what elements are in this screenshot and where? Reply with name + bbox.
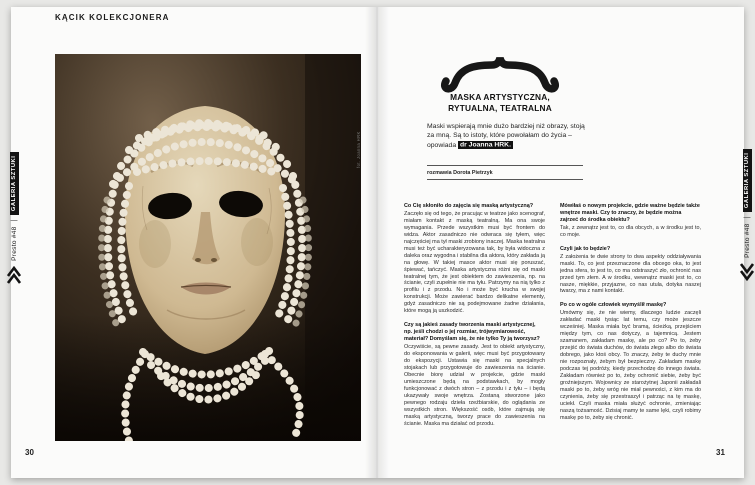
sidebar-divider: | [10, 219, 18, 222]
qa-question: Po co w ogóle człowiek wymyślił maskę? [560, 302, 667, 309]
qa-answer: Umówmy się, że nie wiemy, dlaczego ludzie zaczęli zakładać maski tysiąc lat temu, czy może jeszcze wcześniej. Maska miała być bramą, ścieżką, przejściem między tym, co nas dotyczy, a tajemnicą. Jestem szamanem, zakładam maskę, ale po co? Po to, żeby przejść do świata duchów, do świata złego albo do świata dobrego, jako ktoś obcy. To znaczy, żeby te duchy mnie nie rozpoznały, żebym był bezpieczny. Zakładam maskę podczas tej podróży, kiedy przechodzę do innego świata. Zakładam również po to, żeby ochronić siebie, żeby być groźniejszym. Wojownicy ze starożytnej Japonii zakładali maski po to, żeby wróg nie miał pewności, z kim ma do czynienia, żeby się przestraszył i patrząc na tę maskę, uciekł. Czyli maska miała służyć ochronie, zmieniając naszą tożsamość. Dzisiaj mamy te same lęki, czyli robimy maskę po to, żeby się chronić. [560, 310, 701, 421]
section-badge: GALERIA SZTUKI [743, 149, 752, 211]
lead-text: Maski wspierają mnie dużo bardziej niż obrazy, stoją za mną. Są to istoty, które powołałam do życia – opowiada [427, 123, 585, 149]
mask-photo [55, 54, 361, 441]
magazine-name: Presto #48 [10, 226, 18, 261]
article-title-line2: RYTUALNA, TEATRALNA [448, 102, 552, 113]
section-badge: GALERIA SZTUKI [10, 152, 19, 214]
magazine-name: Presto #48 [743, 223, 751, 258]
lead-paragraph [427, 122, 585, 150]
qa-answer: Tak, z zewnątrz jest to, co dla obcych, a w środku jest to, co moje. [560, 224, 701, 238]
photo-credit: fot. Joanna HRK [356, 131, 361, 168]
sidebar-right [739, 130, 755, 300]
mustache-brace-icon [437, 56, 563, 94]
page-number-right: 31 [716, 448, 725, 457]
qa-answer: Zaczęło się od tego, że pracując w teatrze jako scenograf, miałam kontakt z maską teatralną. Ma ona swoje wymagania. Przede wszystkim musi być frontem do widza. Aktor zasadniczo nie odwraca się tyłem, więc najczęściej ma tył maski zrobiony inaczej. Maska teatralna musi też być ucharakteryzowana tak, by była widoczna z daleka oraz wygodna i stabilna dla aktora, który zakłada ją na głowę. W takiej masce aktor musi się poruszać, śpiewać, tańczyć. Maska artystyczna różni się od maski teatralnej tym, że jest obiektem do zawieszenia, np. na ścianie, czyli zupełnie nie ma tyłu. Patrzymy na nią tylko z profilu i z przodu. No i może być krucha w swojej konstrukcji. Może zawierać bardzo delikatne elementy, gdyż zasadniczo nie są podejmowane żadne działania, które mogą ją uszkodzić. [404, 210, 545, 315]
page-number-left: 30 [25, 448, 34, 457]
qa-answer: Oczywiście, są pewne zasady. Jest to obiekt artystyczny, do eksponowania w galerii, więc musi być przygotowany do ekspozycji. Ustawia się maski na specjalnych stojakach lub przygotowuje do zawieszenia na ścianie. Obecnie biorę udział w projekcie, gdzie maski umieszczone będą na podstawkach, by mogły funkcjonować z dwóch stron – z przodu i z tyłu – i będą ukazywały swoje wnętrza. Zostaną stworzone jako pewnego rodzaju dzieła rzeźbiarskie, do oglądania ze wszystkich stron. Większość osób, które zajmują się maską artystyczną, tworzy prace do zawieszenia na ścianie. Maska ma działać od przodu. [404, 344, 545, 427]
sidebar-left [6, 133, 22, 303]
interviewee-highlight: dr Joanna HRK. [460, 141, 511, 149]
byline: rozmawia Dorota Pietrzyk [427, 165, 583, 180]
body-column-left [404, 203, 545, 469]
qa-question: Czy są jakieś zasady tworzenia maski artystycznej, np. jeśli chodzi o jej rozmiar, trójwymiarowość, materiał? Domyślam się, że nie tylko Ty ją tworzysz? [404, 322, 540, 343]
mask-photo-illustration [55, 54, 361, 441]
qa-answer: Z założenia te dwie strony to dwa aspekty oddziaływania maski. To, co jest przeznaczone dla obcego oka, to jest jedna sfera, to jest to, co ma odstraszyć zło, ochronić nas przed tym złem. A w środku, wewnątrz maski jest to, co nasze, miękkie, przyjazne, co nas utula, dotyka naszej twarzy, ma z nami kontakt. [560, 253, 701, 295]
sidebar-divider: | [743, 216, 751, 219]
article-title-line1: MASKA ARTYSTYCZNA, [450, 92, 550, 102]
chevron-logo-icon [740, 263, 754, 281]
section-header: KĄCIK KOLEKCJONERA [55, 13, 170, 22]
chevron-logo-icon [7, 266, 21, 284]
qa-question: Mówiłaś o nowym projekcie, gdzie ważne będzie także wnętrze maski. Czy to znaczy, że będzie można zajrzeć do środka obiektu? [560, 203, 700, 223]
qa-question: Czyli jak to będzie? [560, 245, 611, 252]
article-title [420, 92, 580, 113]
body-column-right [560, 203, 701, 469]
qa-question: Co Cię skłoniło do zajęcia się maską artystyczną? [404, 203, 534, 209]
